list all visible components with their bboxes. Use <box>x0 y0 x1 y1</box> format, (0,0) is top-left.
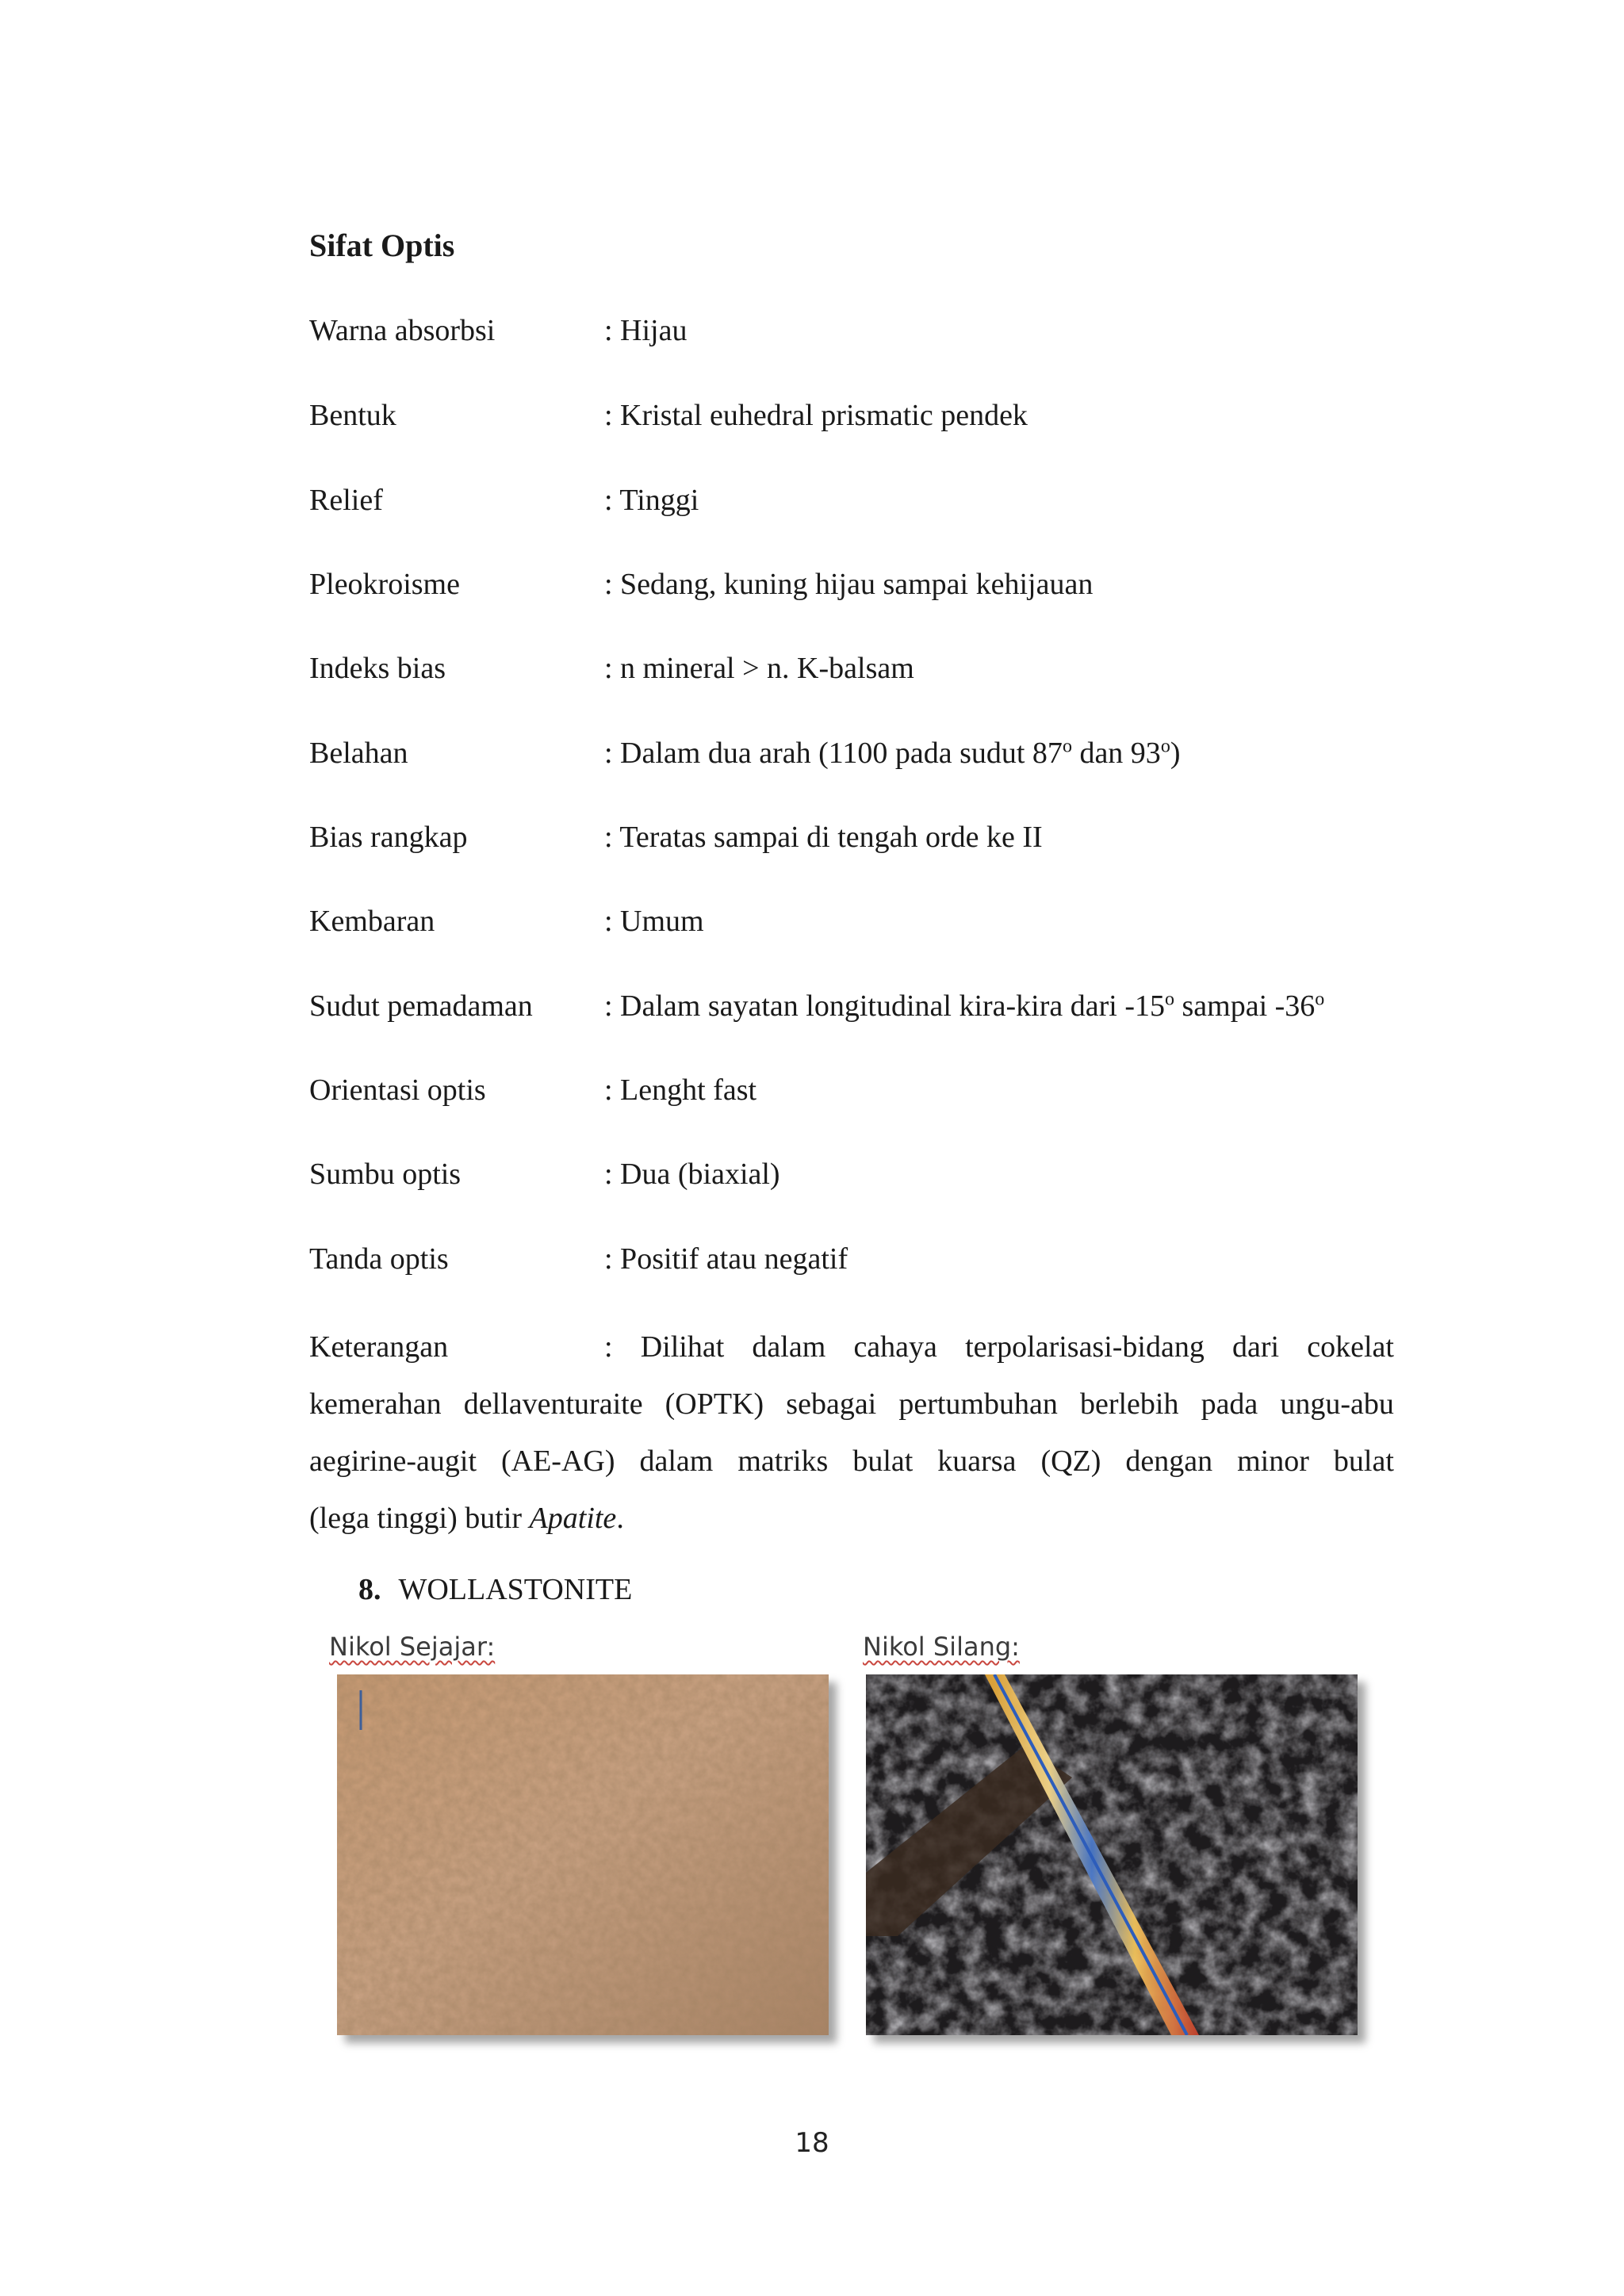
word: (AE-AG) <box>501 1445 615 1478</box>
word: dalam <box>752 1330 826 1364</box>
keterangan-line-4: (lega tinggi) butir Apatite. <box>309 1502 624 1535</box>
word: dellaventuraite <box>463 1387 643 1421</box>
property-value: : Dua (biaxial) <box>604 1158 780 1191</box>
keterangan-label: Keterangan <box>309 1330 449 1364</box>
property-value: : Dalam dua arah (1100 pada sudut 87$^o$ dan 93$^o$) <box>604 736 1181 770</box>
property-value: : Positif atau negatif <box>604 1242 848 1276</box>
word: pada <box>1201 1387 1258 1421</box>
word: pertumbuhan <box>898 1387 1058 1421</box>
section-title <box>358 1572 632 1607</box>
word: dari <box>1232 1330 1280 1364</box>
keterangan-line-2 <box>309 1376 1394 1433</box>
word: aegirine-augit <box>309 1445 477 1478</box>
property-label: Warna absorbsi <box>309 314 496 347</box>
property-value: : Dalam sayatan longitudinal kira-kira dari -15$^o$ sampai -36$^o$ <box>604 989 1325 1023</box>
word: bulat <box>852 1445 914 1478</box>
property-label: Bias rangkap <box>309 821 468 854</box>
word: bulat <box>1333 1445 1394 1478</box>
property-value: : n mineral > n. K-balsam <box>604 652 914 685</box>
keterangan-line-4-text: (lega tinggi) butir <box>309 1502 523 1535</box>
property-label: Orientasi optis <box>309 1073 486 1107</box>
property-value: : Tinggi <box>604 484 699 517</box>
page-number: 18 <box>795 2127 829 2159</box>
word: kuarsa <box>937 1445 1017 1478</box>
property-value: : Kristal euhedral prismatic pendek <box>604 399 1028 432</box>
property-label: Belahan <box>309 737 408 770</box>
photo-nikol-sejajar <box>337 1674 829 2035</box>
word: matriks <box>737 1445 829 1478</box>
word: : <box>604 1330 613 1364</box>
word: (QZ) <box>1040 1445 1101 1478</box>
keterangan-line-1 <box>309 1318 1394 1376</box>
property-value: : Hijau <box>604 314 688 347</box>
section-number: 8. <box>358 1573 381 1606</box>
word: cokelat <box>1307 1330 1394 1364</box>
keterangan-line-3 <box>309 1433 1394 1490</box>
property-label: Sumbu optis <box>309 1158 462 1191</box>
property-label: Relief <box>309 484 383 517</box>
word: dengan <box>1125 1445 1213 1478</box>
property-value: : Sedang, kuning hijau sampai kehijauan <box>604 568 1094 601</box>
section-name: WOLLASTONITE <box>398 1573 633 1606</box>
word: kemerahan <box>309 1387 442 1421</box>
word: Dilihat <box>640 1330 725 1364</box>
word: sebagai <box>786 1387 877 1421</box>
property-label: Bentuk <box>309 399 396 432</box>
word: cahaya <box>853 1330 937 1364</box>
keterangan-paragraph <box>309 1318 1394 1547</box>
property-value: : Lenght fast <box>604 1073 757 1107</box>
property-label: Tanda optis <box>309 1242 449 1276</box>
section-heading: Sifat Optis <box>309 228 455 263</box>
property-value: : Umum <box>604 905 704 938</box>
property-label: Sudut pemadaman <box>309 989 533 1023</box>
word: minor <box>1237 1445 1309 1478</box>
word: (OPTK) <box>665 1387 764 1421</box>
caption-nikol-silang: Nikol Silang: <box>863 1632 1020 1662</box>
apatite-italic: Apatite <box>529 1502 617 1535</box>
property-label: Pleokroisme <box>309 568 460 601</box>
caption-nikol-sejajar: Nikol Sejajar: <box>329 1632 496 1662</box>
word: dalam <box>639 1445 714 1478</box>
word: ungu-abu <box>1280 1387 1394 1421</box>
property-value: : Teratas sampai di tengah orde ke II <box>604 821 1043 854</box>
photo-nikol-silang <box>866 1674 1358 2035</box>
property-label: Kembaran <box>309 905 435 938</box>
property-label: Indeks bias <box>309 652 446 685</box>
keterangan-line-1-text <box>604 1318 1394 1376</box>
word: terpolarisasi-bidang <box>965 1330 1205 1364</box>
word: berlebih <box>1079 1387 1179 1421</box>
